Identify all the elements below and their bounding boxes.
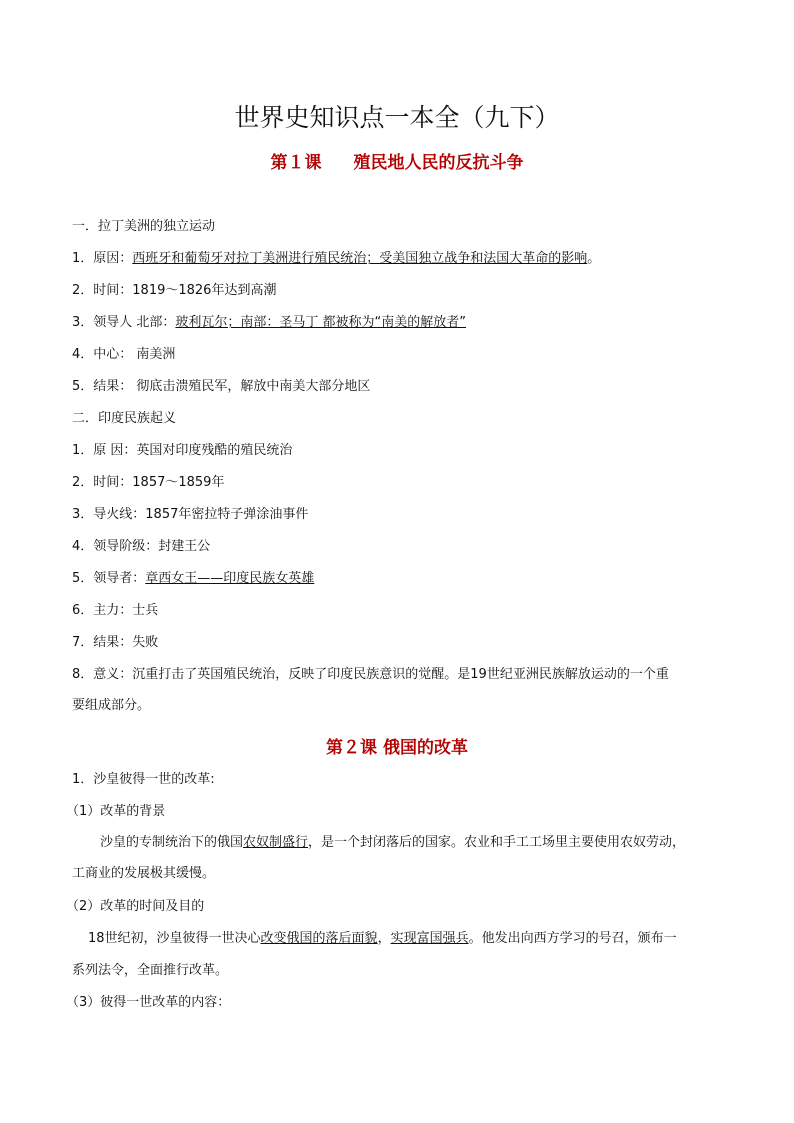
- list-item: 5．领导者：章西女王——印度民族女英雄: [72, 571, 315, 586]
- list-item: 3．领导人 北部：玻利瓦尔；南部：圣马丁 都被称为“南美的解放者”: [72, 315, 467, 330]
- section-1-heading: 一．拉丁美洲的独立运动: [72, 219, 216, 234]
- list-item: 1．沙皇彼得一世的改革:: [72, 772, 215, 787]
- lesson-1-name: 殖民地人民的反抗斗争: [353, 153, 524, 173]
- lesson-2-heading: [0, 733, 794, 758]
- sub-heading: （3）彼得一世改革的内容：: [66, 995, 231, 1010]
- document-title: 世界史知识点一本全（九下）: [234, 103, 560, 132]
- paragraph-line: 18世纪初，沙皇彼得一世决心改变俄国的落后面貌，实现富国强兵。他发出向西方学习的号召，颁布一: [88, 931, 677, 946]
- list-item: 7．结果：失败: [72, 635, 159, 650]
- section-2-heading: 二．印度民族起义: [72, 411, 177, 426]
- lesson-1-number: 第１课: [270, 153, 322, 173]
- paragraph-line: 沙皇的专制统治下的俄国农奴制盛行，是一个封闭落后的国家。农业和手工工场里主要使用农奴劳动，: [100, 835, 686, 850]
- sub-heading: （1）改革的背景: [66, 804, 166, 819]
- list-item: 4．领导阶级：封建王公: [72, 539, 211, 554]
- significance-line-2: 要组成部分。: [72, 698, 151, 713]
- significance-line-1: 8．意义：沉重打击了英国殖民统治，反映了印度民族意识的觉醒。是19世纪亚洲民族解放运动的一个重: [72, 667, 669, 682]
- list-item: 2．时间：1857～1859年: [72, 475, 225, 490]
- list-item: 5．结果： 彻底击溃殖民军，解放中南美大部分地区: [72, 379, 371, 394]
- list-item: 1．原 因：英国对印度残酷的殖民统治: [72, 443, 293, 458]
- lesson-1-heading: [0, 148, 794, 173]
- list-item: 2．时间：1819～1826年达到高潮: [72, 283, 277, 298]
- paragraph-line: 工商业的发展极其缓慢。: [72, 866, 216, 881]
- paragraph-line: 系列法令，全面推行改革。: [72, 963, 229, 978]
- list-item: 4．中心： 南美洲: [72, 347, 176, 362]
- lesson-2-name: 俄国的改革: [382, 738, 468, 758]
- list-item: 3．导火线：1857年密拉特子弹涂油事件: [72, 507, 309, 522]
- lesson-2-number: 第２课: [326, 738, 378, 758]
- list-item: 6．主力：士兵: [72, 603, 159, 618]
- sub-heading: （2）改革的时间及目的: [66, 899, 205, 914]
- list-item: 1．原因：西班牙和葡萄牙对拉丁美洲进行殖民统治；受美国独立战争和法国大革命的影响。: [72, 251, 601, 266]
